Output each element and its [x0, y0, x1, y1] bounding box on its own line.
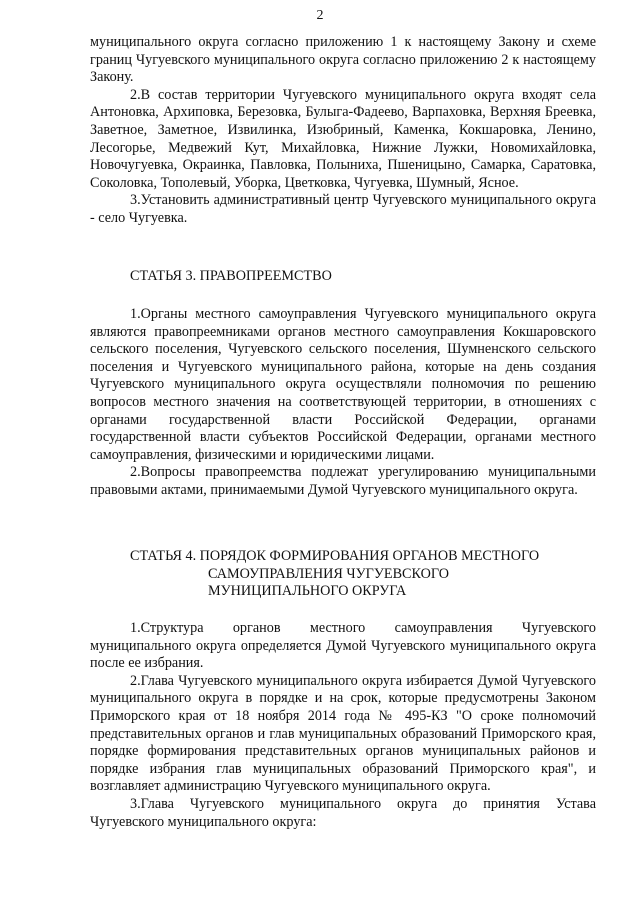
- page-number: 2: [316, 8, 324, 23]
- article-3-body: [90, 306, 596, 500]
- paragraph: муниципального округа согласно приложению 1 к настоящему Закону и схеме границ Чугуевского муниципального округа согласно приложению 2 к настоящему Закону.: [90, 34, 596, 86]
- paragraph: 1.Органы местного самоуправления Чугуевского муниципального округа являются правопреемниками органов местного самоуправления Кокшаровского сельского поселения, Чугуевского сельского поселения, Шумненского сельского поселения и Чугуевского муниципального района, которые на день создания Чугуевского муниципального округа осуществляли полномочия по решению вопросов местного значения на соответствующей территории, в отношениях с органами государственной власти Российской Федерации, органами государственной власти субъектов Российской Федерации, органами местного самоуправления, физическими и юридическими лицами.: [90, 306, 596, 463]
- paragraph: 2.Глава Чугуевского муниципального округа избирается Думой Чугуевского муниципального округа в порядке и на срок, которые предусмотрены Законом Приморского края от 18 ноября 2014 года № 495-КЗ "О сроке полномочий представительных органов и глав муниципальных образований Приморского края, порядке формирования представительных органов муниципальных районов и порядке избрания глав муниципальных образований Приморского края", и возглавляет администрацию Чугуевского муниципального округа.: [90, 672, 596, 795]
- paragraph: 1.Структура органов местного самоуправления Чугуевского муниципального округа определяется Думой Чугуевского муниципального округа после ее избрания.: [90, 620, 596, 672]
- article-2-continuation: [90, 34, 596, 228]
- heading-line: МУНИЦИПАЛЬНОГО ОКРУГА: [208, 583, 407, 600]
- heading-line: САМОУПРАВЛЕНИЯ ЧУГУЕВСКОГО: [208, 565, 449, 582]
- paragraph: 3.Установить административный центр Чугуевского муниципального округа - село Чугуевка.: [90, 192, 596, 226]
- paragraph: 2.Вопросы правопреемства подлежат урегулированию муниципальными правовыми актами, принимаемыми Думой Чугуевского муниципального округа.: [90, 464, 596, 498]
- paragraph: 2.В состав территории Чугуевского муниципального округа входят села Антоновка, Архиповка, Березовка, Булыга-Фадеево, Варпаховка, Верхняя Бреевка, Заветное, Заметное, Извилинка, Изюбриный, Каменка, Кокшаровка, Ленино, Лесогорье, Медвежий Кут, Михайловка, Нижние Лужки, Новомихайловка, Новочугуевка, Окраинка, Павловка, Полыниха, Пшеницыно, Самарка, Саратовка, Соколовка, Тополевый, Уборка, Цветковка, Чугуевка, Шумный, Ясное.: [90, 86, 596, 191]
- heading-text: СТАТЬЯ 3. ПРАВОПРЕЕМСТВО: [130, 268, 332, 284]
- article-4-body: [90, 620, 596, 831]
- heading-line: СТАТЬЯ 4. ПОРЯДОК ФОРМИРОВАНИЯ ОРГАНОВ МЕСТНОГО: [130, 548, 540, 564]
- paragraph: 3.Глава Чугуевского муниципального округа до принятия Устава Чугуевского муниципального округа:: [90, 795, 596, 830]
- article-4-heading: [90, 548, 596, 601]
- article-3-heading: [90, 268, 596, 286]
